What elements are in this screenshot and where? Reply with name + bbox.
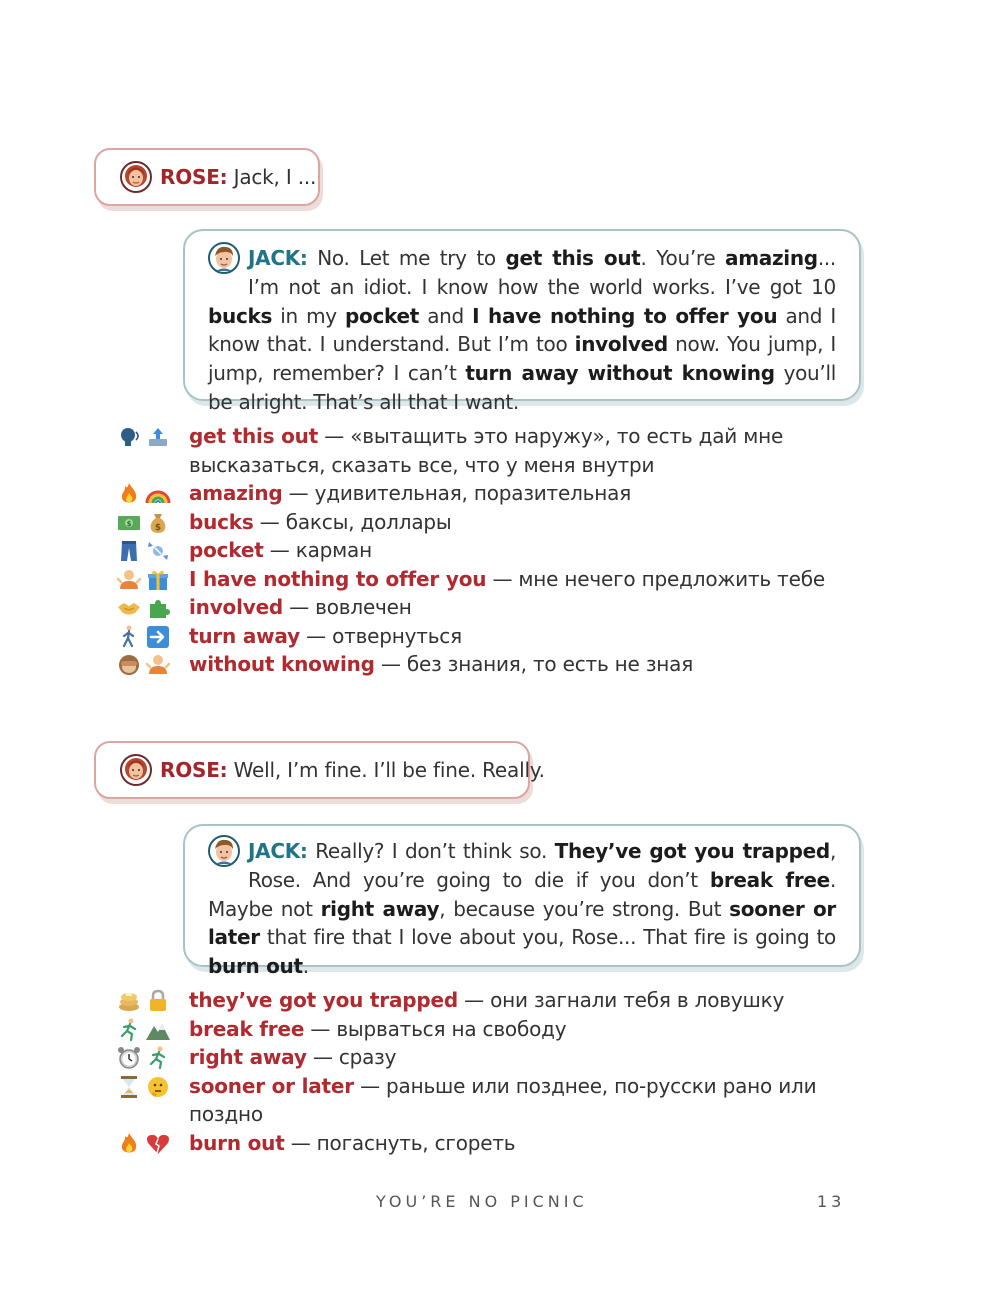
vocab-emoji-pair [116, 1043, 189, 1072]
vocab-meaning: — сразу [306, 1045, 397, 1069]
vocab-emoji-pair [116, 565, 189, 594]
vocab-term: break free [189, 1016, 305, 1041]
vocab-definition [189, 622, 846, 651]
rose-speaker: ROSE: [160, 758, 228, 782]
jack-line-2 [208, 837, 836, 981]
vocab-item [116, 650, 846, 679]
vocab-definition [189, 1015, 846, 1044]
vocab-meaning: — отвернуться [299, 623, 462, 648]
person-running-icon [145, 1045, 171, 1071]
puzzle-piece-icon [145, 595, 171, 621]
vocab-term: get this out [189, 424, 319, 448]
jack-line-1 [208, 244, 836, 417]
jack-bubble-1 [183, 229, 861, 414]
jack-avatar-icon [208, 242, 240, 274]
vocab-term: turn away [189, 623, 300, 648]
vocab-item [116, 593, 846, 622]
vocab-definition [189, 650, 846, 679]
vocab-definition [189, 986, 846, 1015]
pancakes-icon [116, 988, 142, 1014]
jack-speaker: JACK: [248, 839, 308, 863]
vocab-item [116, 986, 846, 1015]
vocab-list-1 [116, 422, 846, 679]
vocab-meaning: — раньше или позднее, по-русски рано или поздно [189, 1073, 817, 1126]
vocab-term: bucks [189, 509, 254, 534]
vocab-meaning: — без знания, то есть не зная [374, 652, 694, 676]
vocab-definition [189, 565, 846, 594]
vocab-emoji-pair [116, 622, 189, 651]
vocab-emoji-pair [116, 422, 189, 479]
jack-text-segment: that fire that I love about you, Rose... That fire is going to [259, 925, 836, 950]
vocab-meaning: — погаснуть, сгореть [284, 1130, 516, 1155]
jack-bold-phrase: amazing [725, 246, 818, 270]
outbox-tray-icon [145, 424, 171, 450]
vocab-item [116, 1043, 846, 1072]
jeans-icon [116, 538, 142, 564]
vocab-item [116, 1129, 846, 1158]
vocab-emoji-pair [116, 593, 189, 622]
svg-text:$: $ [154, 522, 162, 533]
vocab-definition [189, 536, 846, 565]
jack-bold-phrase: I have nothing to offer you [472, 303, 778, 328]
vocab-item [116, 622, 846, 651]
jack-bold-phrase: involved [574, 332, 668, 357]
jack-bold-phrase: break free [709, 867, 830, 892]
speaking-head-icon [116, 424, 142, 450]
jack-text-segment: in my [272, 303, 346, 328]
vocab-item [116, 1072, 846, 1129]
vocab-definition [189, 1043, 846, 1072]
vocab-emoji-pair [116, 1015, 189, 1044]
jack-text-segment: and I know that. I understand. But I’m too [208, 303, 836, 357]
jack-text-segment: . You’re [640, 246, 726, 270]
vocab-emoji-pair [116, 1072, 189, 1129]
vocab-emoji-pair [116, 1129, 189, 1158]
vocab-item [116, 565, 846, 594]
fire-icon [116, 1131, 142, 1157]
person-shrugging-icon [116, 567, 142, 593]
jack-bold-phrase: get this out [505, 246, 641, 270]
jack-bold-phrase: turn away without knowing [465, 361, 775, 386]
vocab-definition [189, 1129, 846, 1158]
vocab-term: burn out [189, 1130, 285, 1155]
vocab-term: without knowing [189, 652, 375, 676]
vocab-item [116, 479, 846, 508]
vocab-emoji-pair [116, 508, 189, 537]
vocab-term: pocket [189, 538, 264, 562]
jack-text-segment: ... I’m not an idiot. I know how the world works. I’ve got 10 [248, 246, 836, 299]
vocab-definition [189, 593, 846, 622]
jack-bold-phrase: They’ve got you trapped [554, 839, 830, 863]
right-arrow-icon [145, 624, 171, 650]
broken-heart-icon [145, 1131, 171, 1157]
jack-text-segment: Really? I don’t think so. [307, 839, 555, 863]
see-no-evil-monkey-icon [116, 652, 142, 678]
jack-text-segment: . Maybe not [208, 867, 836, 921]
vocab-item [116, 508, 846, 537]
person-shrugging-icon [145, 652, 171, 678]
person-running-icon [116, 1017, 142, 1043]
vocab-item [116, 1015, 846, 1044]
rose-avatar-icon [120, 754, 152, 786]
rose-speaker: ROSE: [160, 165, 228, 189]
candy-icon [145, 538, 171, 564]
vocab-meaning: — карман [263, 538, 372, 562]
vocab-term: sooner or later [189, 1073, 354, 1098]
jack-avatar-icon [208, 835, 240, 867]
mountain-icon [145, 1017, 171, 1043]
vocab-meaning: — баксы, доллары [253, 509, 452, 534]
vocab-definition [189, 1072, 846, 1129]
lock-icon [145, 988, 171, 1014]
vocab-term: involved [189, 595, 284, 619]
vocab-meaning: — «вытащить это наружу», то есть дай мне высказаться, сказать все, что у меня внутри [189, 424, 784, 477]
rainbow-icon [145, 481, 171, 507]
jack-text-segment: , Rose. And you’re going to die if you don’t [248, 839, 836, 892]
vocab-emoji-pair [116, 479, 189, 508]
jack-bold-phrase: sooner or later [208, 896, 836, 950]
vocab-term: they’ve got you trapped [189, 988, 458, 1012]
jack-text-segment: . [302, 954, 309, 979]
vocab-list-2 [116, 986, 846, 1157]
jack-text-segment: you’ll be alright. That’s all that I want. [208, 361, 836, 414]
vocab-item [116, 536, 846, 565]
rose-line-text: Jack, I ... [227, 165, 317, 189]
thinking-face-icon [145, 1074, 171, 1100]
person-walking-icon [116, 624, 142, 650]
fire-icon [116, 481, 142, 507]
vocab-definition [189, 479, 846, 508]
vocab-term: I have nothing to offer you [189, 566, 487, 591]
jack-speaker: JACK: [248, 246, 308, 270]
running-footer-title: YOU’RE NO PICNIC [376, 1192, 588, 1211]
jack-bold-phrase: bucks [208, 303, 273, 328]
rose-avatar-icon [120, 161, 152, 193]
vocab-term: right away [189, 1045, 307, 1069]
vocab-emoji-pair [116, 986, 189, 1015]
dollar-banknote-icon [116, 510, 142, 536]
vocab-meaning: — удивительная, поразительная [282, 481, 632, 505]
page-number: 13 [817, 1192, 846, 1211]
vocab-definition [189, 508, 846, 537]
vocab-emoji-pair [116, 650, 189, 679]
jack-text-segment: and [419, 303, 473, 328]
jack-bold-phrase: right away [320, 896, 440, 921]
jack-text-segment: , because you’re strong. But [439, 896, 730, 921]
jack-text-segment: No. Let me try to [307, 246, 506, 270]
money-bag-icon [145, 510, 171, 536]
handshake-icon [116, 595, 142, 621]
rose-bubble-2 [94, 741, 545, 799]
alarm-clock-icon [116, 1045, 142, 1071]
rose-bubble-1 [94, 148, 320, 206]
vocab-term: amazing [189, 481, 283, 505]
vocab-definition [189, 422, 846, 479]
vocab-meaning: — вырваться на свободу [304, 1016, 567, 1041]
jack-text-segment: now. You jump, I jump, remember? I can’t [208, 332, 836, 386]
svg-text:$: $ [126, 519, 132, 528]
vocab-meaning: — мне нечего предложить тебе [486, 566, 825, 591]
vocab-meaning: — вовлечен [283, 595, 412, 619]
vocab-item [116, 422, 846, 479]
rose-line-text: Well, I’m fine. I’ll be fine. Really. [227, 758, 545, 782]
jack-bubble-2 [183, 824, 861, 979]
vocab-emoji-pair [116, 536, 189, 565]
jack-bold-phrase: burn out [208, 954, 303, 979]
vocab-meaning: — они загнали тебя в ловушку [457, 988, 785, 1012]
jack-bold-phrase: pocket [345, 303, 420, 328]
hourglass-icon [116, 1074, 142, 1100]
gift-icon [145, 567, 171, 593]
